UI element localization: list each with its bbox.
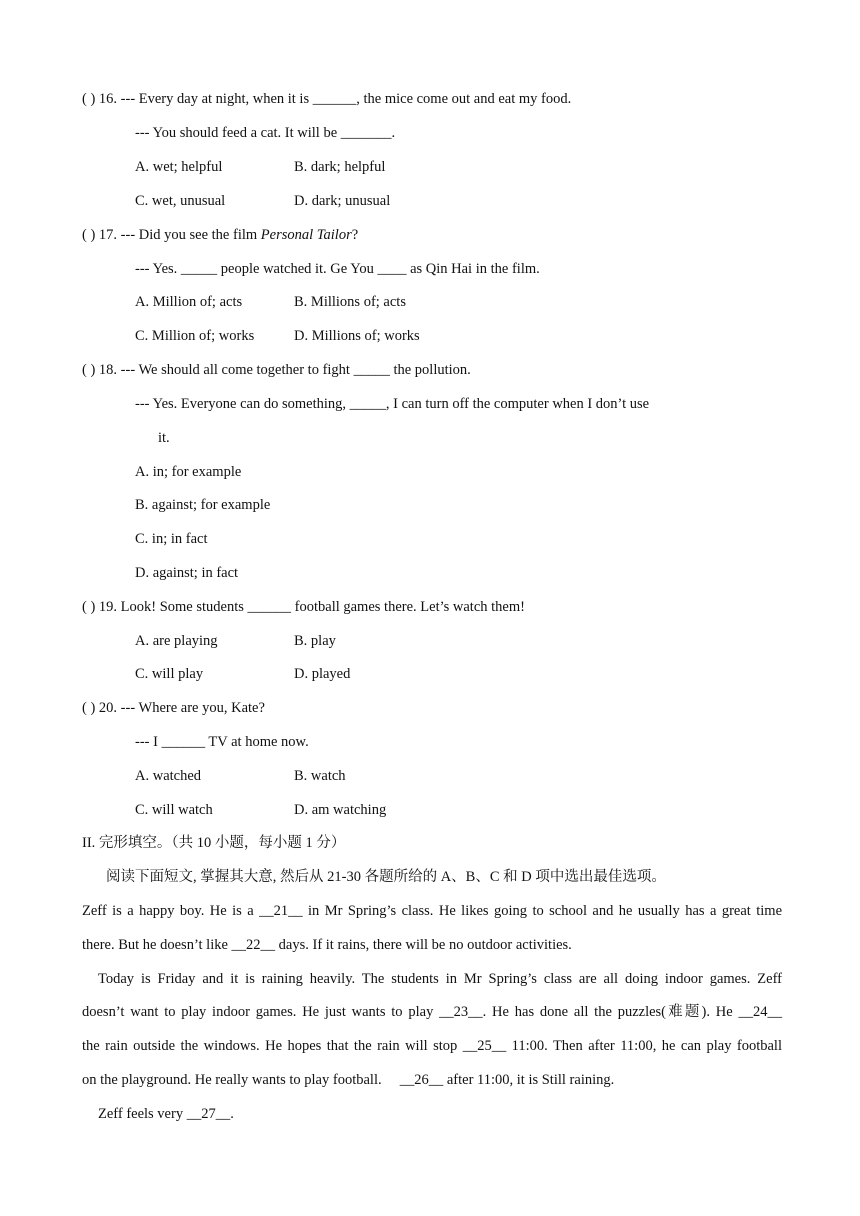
section-2-instruction: 阅读下面短文, 掌握其大意, 然后从 21-30 各题所给的 A、B、C 和 D 项中选出最佳选项。 (106, 869, 666, 885)
question-18-reply-continued: it. (158, 430, 170, 446)
question-18-stem: ( ) 18. --- We should all come together to fight _____ the pollution. (82, 362, 471, 378)
question-17-option-c: C. Million of; works (135, 328, 255, 344)
passage-p2-line-4: on the playground. He really wants to play football. __26__ after 11:00, it is Still raining. (82, 1072, 615, 1088)
question-18-option-a: A. in; for example (135, 464, 242, 480)
passage-p2-line-3: the rain outside the windows. He hopes that the rain will stop __25__ 11:00. Then after 11:00, he can play football (82, 1038, 782, 1054)
question-16-option-b: B. dark; helpful (294, 159, 386, 175)
passage-p2-line-2: doesn’t want to play indoor games. He just wants to play __23__. He has done all the puzzles(难题). He __24__ (82, 1004, 782, 1020)
question-17-option-a: A. Million of; acts (135, 294, 243, 310)
question-20-stem: ( ) 20. --- Where are you, Kate? (82, 700, 265, 716)
question-17-option-d: D. Millions of; works (294, 328, 420, 344)
question-16-reply: --- You should feed a cat. It will be _______. (135, 125, 396, 141)
question-17-stem-text: ( ) 17. --- Did you see the film (82, 227, 261, 243)
question-18-option-c: C. in; in fact (135, 531, 208, 547)
passage-p1-line-2: there. But he doesn’t like __22__ days. If it rains, there will be no outdoor activities. (82, 937, 572, 953)
question-17-reply: --- Yes. _____ people watched it. Ge You ____ as Qin Hai in the film. (135, 261, 540, 277)
question-19-option-d: D. played (294, 666, 351, 682)
passage-p3-line-1: Zeff feels very __27__. (98, 1106, 234, 1122)
question-20-option-a: A. watched (135, 768, 202, 784)
question-19-option-c: C. will play (135, 666, 204, 682)
question-20-option-c: C. will watch (135, 802, 213, 818)
question-18-option-b: B. against; for example (135, 497, 271, 513)
question-17-stem-mark: ? (351, 227, 359, 243)
question-18-option-d: D. against; in fact (135, 565, 239, 581)
passage-p1-line-1: Zeff is a happy boy. He is a __21__ in Mr Spring’s class. He likes going to school and he usually has a great time (82, 903, 782, 919)
film-title: Personal Tailor (260, 227, 352, 243)
question-16-option-d: D. dark; unusual (294, 193, 391, 209)
question-19-option-b: B. play (294, 633, 336, 649)
section-2-heading: II. 完形填空。（共 10 小题，每小题 1 分） (82, 835, 346, 851)
question-19-stem: ( ) 19. Look! Some students ______ football games there. Let’s watch them! (82, 599, 525, 615)
question-17-stem (82, 226, 358, 244)
passage-p2-line-1: Today is Friday and it is raining heavily. The students in Mr Spring’s class are all doing indoor games. Zeff (98, 971, 782, 987)
question-16-stem: ( ) 16. --- Every day at night, when it is ______, the mice come out and eat my food. (82, 91, 572, 107)
question-16-option-c: C. wet, unusual (135, 193, 226, 209)
question-19-option-a: A. are playing (135, 633, 218, 649)
question-16-option-a: A. wet; helpful (135, 159, 223, 175)
question-20-option-b: B. watch (294, 768, 346, 784)
question-18-reply: --- Yes. Everyone can do something, _____, I can turn off the computer when I don’t use (135, 396, 650, 412)
question-20-option-d: D. am watching (294, 802, 387, 818)
question-17-option-b: B. Millions of; acts (294, 294, 406, 310)
question-20-reply: --- I ______ TV at home now. (135, 734, 309, 750)
